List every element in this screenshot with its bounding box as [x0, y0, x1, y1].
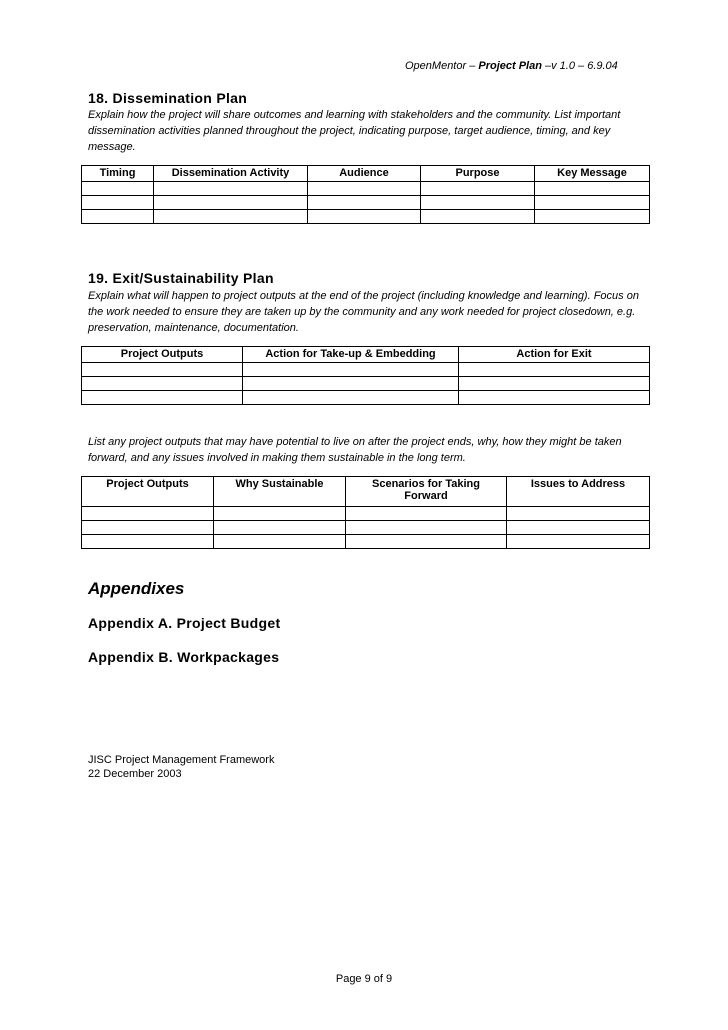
col-project-outputs: Project Outputs — [82, 347, 243, 363]
table-row — [82, 507, 650, 521]
sustainability-description: List any project outputs that may have potential to live on after the project ends, why, how they might be taken forward, and any issues involved in making them sustainable in the long term. — [88, 436, 622, 464]
col-purpose: Purpose — [421, 166, 535, 182]
table-header-row — [82, 166, 650, 182]
section-19-title: 19. Exit/Sustainability Plan — [88, 270, 274, 286]
table-header-row — [82, 347, 650, 363]
header-version: –v 1.0 – 6.9.04 — [541, 60, 618, 72]
table-row — [82, 535, 650, 549]
table-row — [82, 377, 650, 391]
col-action-exit: Action for Exit — [459, 347, 650, 363]
exit-plan-table — [81, 346, 650, 405]
col-issues: Issues to Address — [507, 477, 650, 507]
appendix-b-title: Appendix B. Workpackages — [88, 649, 280, 665]
header-prefix: OpenMentor – — [405, 60, 479, 72]
table-row — [82, 210, 650, 224]
dissemination-table — [81, 165, 650, 224]
sustainability-table — [81, 476, 650, 549]
col-project-outputs-2: Project Outputs — [82, 477, 214, 507]
document-footer — [88, 753, 274, 781]
col-key-message: Key Message — [535, 166, 650, 182]
header-doc-type: Project Plan — [478, 60, 542, 72]
col-why-sustainable: Why Sustainable — [214, 477, 346, 507]
col-scenarios: Scenarios for Taking Forward — [346, 477, 507, 507]
appendixes-title: Appendixes — [88, 579, 185, 598]
table-header-row — [82, 477, 650, 507]
col-audience: Audience — [308, 166, 421, 182]
page-number: Page 9 of 9 — [335, 973, 393, 985]
section-18-description: Explain how the project will share outcomes and learning with stakeholders and the community. List important dissemination activities planned throughout the project, indicating purpose, target audience, timing, and key message. — [88, 109, 621, 153]
section-18-title: 18. Dissemination Plan — [88, 90, 248, 106]
col-dissemination-activity: Dissemination Activity — [154, 166, 308, 182]
table-row — [82, 196, 650, 210]
running-header — [405, 60, 618, 72]
table-row — [82, 182, 650, 196]
col-timing: Timing — [82, 166, 154, 182]
col-action-take-up: Action for Take-up & Embedding — [243, 347, 459, 363]
appendix-a-title: Appendix A. Project Budget — [88, 615, 281, 631]
table-row — [82, 521, 650, 535]
footer-date: 22 December 2003 — [88, 768, 182, 780]
section-19-description: Explain what will happen to project outputs at the end of the project (including knowledge and learning). Focus on the work needed to ensure they are taken up by the community and any work needed for project closedown, e.g. preservation, maintenance, documentation. — [88, 290, 639, 334]
table-row — [82, 363, 650, 377]
footer-framework: JISC Project Management Framework — [88, 754, 275, 766]
table-row — [82, 391, 650, 405]
